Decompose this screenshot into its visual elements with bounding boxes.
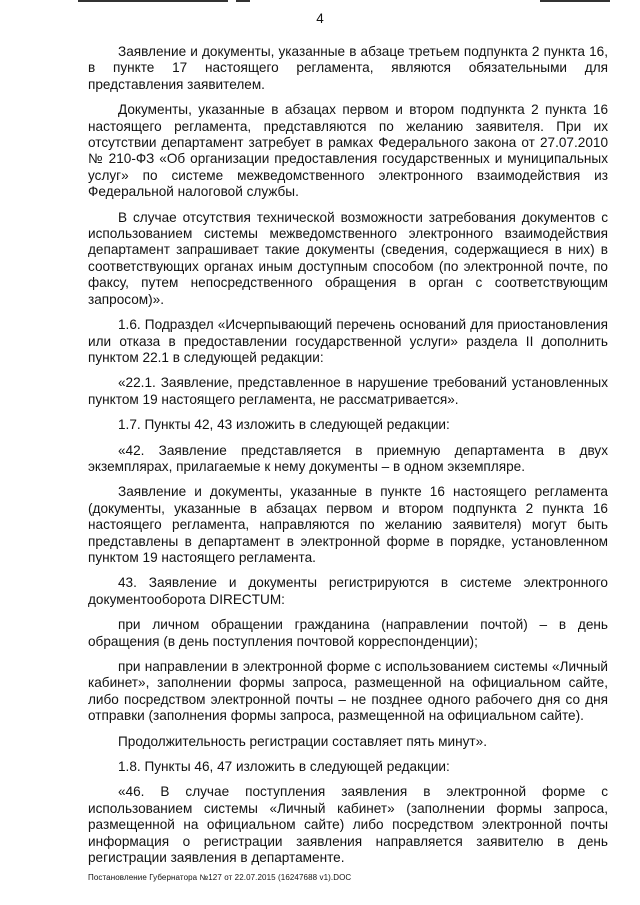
paragraph: «22.1. Заявление, представленное в нарушение требований установленных пунктом 19 настоящего регламента, не рассматривается». (88, 375, 608, 407)
paragraph: 43. Заявление и документы регистрируются в системе электронного документооборота DIRECTUM: (88, 575, 608, 607)
paragraph: 1.8. Пункты 46, 47 изложить в следующей редакции: (118, 759, 450, 775)
paragraph: 1.6. Подраздел «Исчерпывающий перечень оснований для приостановления или отказа в предоставлении государственной услуги» раздела II дополнить пунктом 22.1 в следующей редакции: (88, 317, 608, 365)
paragraph: Продолжительность регистрации составляет пять минут». (118, 733, 487, 749)
scan-edge-mark (540, 0, 610, 2)
paragraph: Заявление и документы, указанные в пункте 16 настоящего регламента (документы, указанные в абзацах первом и втором подпункта 2 пункта 16 настоящего регламента, направляются по желанию заявителя) могут быть представлены в департамент в электронной форме в порядке, установленном пунктом 19 настоящего регламента. (88, 484, 608, 565)
document-body (88, 44, 608, 875)
paragraph: «46. В случае поступления заявления в электронной форме с использованием системы «Личный кабинет» (заполнении формы запроса, размещенной на официальном сайте) либо посредством электронной почты информация о регистрации заявления направляется заявителю в день регистрации заявления в департаменте. (88, 784, 608, 866)
paragraph: при направлении в электронной форме с использованием системы «Личный кабинет», заполнении формы запроса, размещенной на официальном сайте, либо посредством электронной почты – не позднее одного рабочего дня со дня отправки (заполнения формы запроса, размещенной на официальном сайте). (88, 659, 608, 724)
scan-edge-mark (78, 0, 228, 2)
scan-edge-mark (236, 0, 250, 2)
paragraph: В случае отсутствия технической возможности затребования документов с использованием системы межведомственного электронного взаимодействия департамент запрашивает такие документы (сведения, содержащиеся в них) в соответствующих органах иным доступным способом (по электронной почте, по факсу, путем непосредственного обращения в орган с соответствующим запросом)». (88, 209, 608, 307)
document-footer: Постановление Губернатора №127 от 22.07.2015 (16247688 v1).DOC (88, 873, 352, 882)
paragraph: «42. Заявление представляется в приемную департамента в двух экземплярах, прилагаемые к нему документы – в одном экземпляре. (88, 442, 608, 474)
paragraph: Заявление и документы, указанные в абзаце третьем подпункта 2 пункта 16, в пункте 17 настоящего регламента, являются обязательными для представления заявителем. (88, 44, 608, 92)
paragraph: при личном обращении гражданина (направлении почтой) – в день обращения (в день поступления почтовой корреспонденции); (88, 617, 608, 649)
paragraph: Документы, указанные в абзацах первом и втором подпункта 2 пункта 16 настоящего регламента, представляются по желанию заявителя. При их отсутствии департамент затребует в рамках Федерального закона от 27.07.2010 № 210-ФЗ «Об организации предоставления государственных и муниципальных услуг» по системе межведомственного электронного взаимодействия из Федеральной налоговой службы. (88, 102, 608, 200)
page-number: 4 (316, 11, 324, 26)
paragraph: 1.7. Пункты 42, 43 изложить в следующей редакции: (118, 417, 450, 433)
scan-edge-marks (0, 0, 640, 4)
